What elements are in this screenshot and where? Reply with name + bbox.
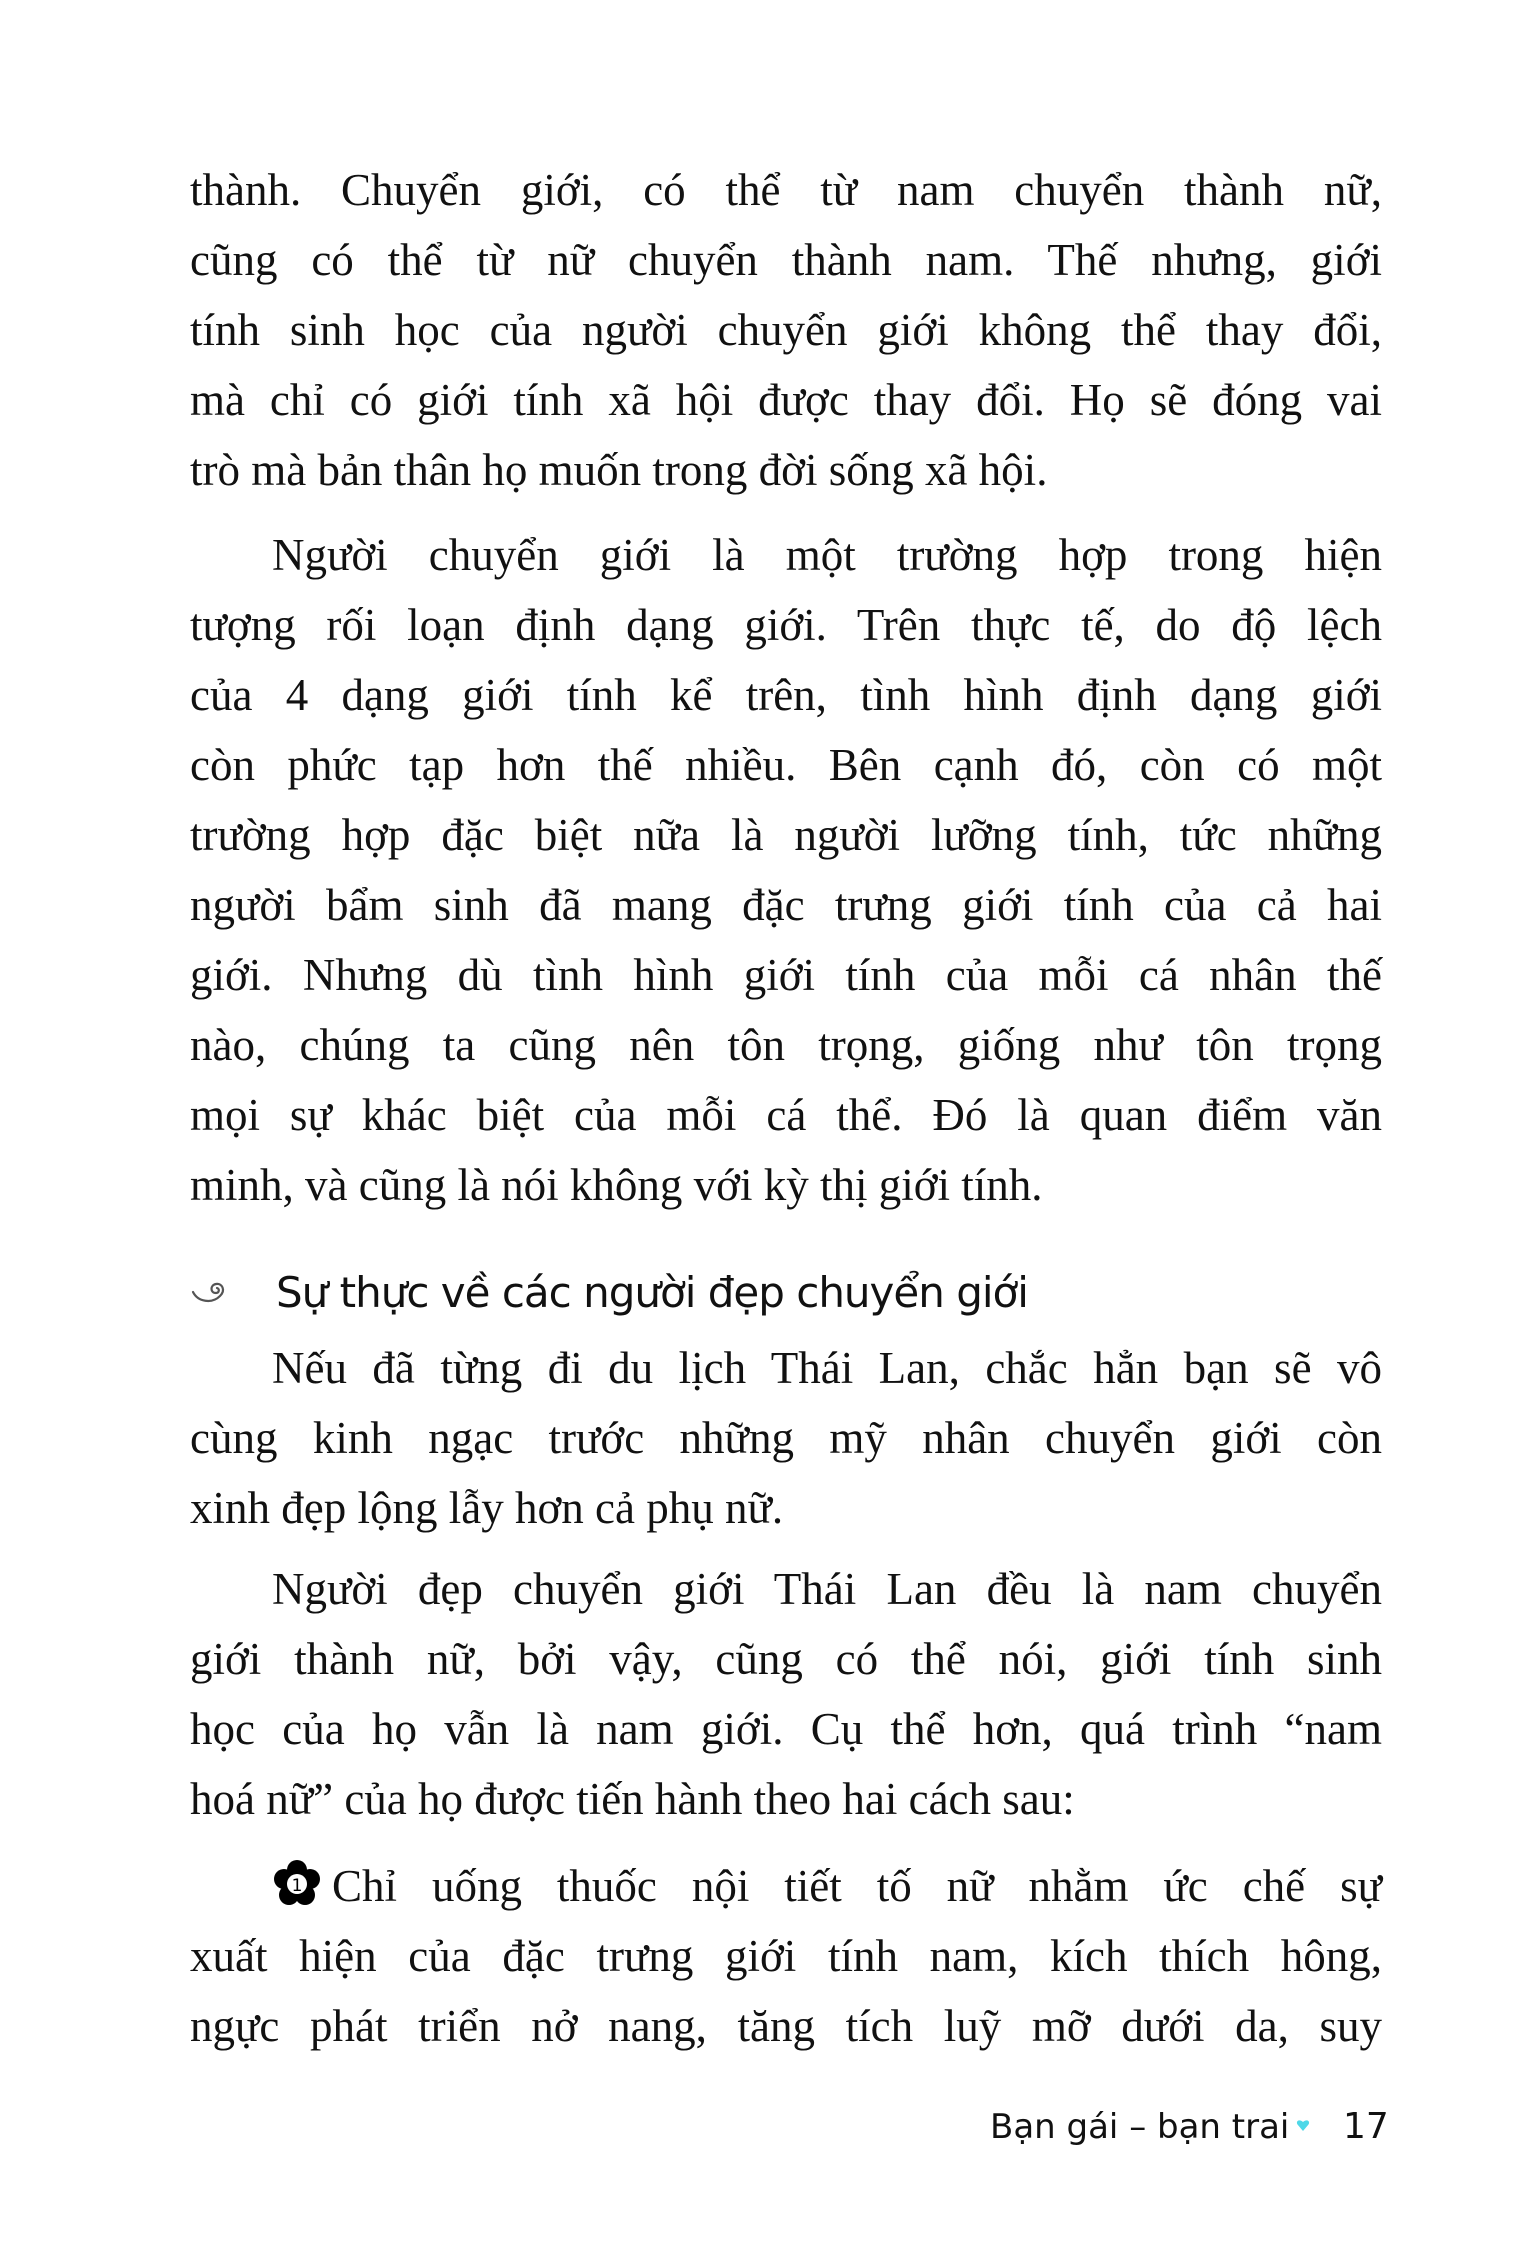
flower-number-icon [272,1859,322,1909]
text-line: ngực phát triển nở nang, tăng tích luỹ mỡ dưới da, suy [190,2001,1382,2051]
section-heading-text: Sự thực về các người đẹp chuyển giới [276,1268,1028,1317]
text-line: cũng có thể từ nữ chuyển thành nam. Thế nhưng, giới [190,235,1382,285]
text-line: Người chuyển giới là một trường hợp trong hiện [272,530,1382,580]
text-line: của 4 dạng giới tính kể trên, tình hình định dạng giới [190,670,1382,720]
paragraph-2 [190,520,1382,1220]
text-line: xinh đẹp lộng lẫy hơn cả phụ nữ. [190,1483,784,1533]
text-line: tính sinh học của người chuyển giới không thể thay đổi, [190,305,1382,355]
running-footer-title: Bạn gái – bạn trai [990,2107,1290,2147]
paragraph-3 [190,1333,1382,1543]
text-line: nào, chúng ta cũng nên tôn trọng, giống như tôn trọng [190,1020,1382,1070]
text-line: giới thành nữ, bởi vậy, cũng có thể nói, giới tính sinh [190,1634,1382,1684]
text-line: Nếu đã từng đi du lịch Thái Lan, chắc hẳn bạn sẽ vô [272,1343,1382,1393]
text-line: hoá nữ” của họ được tiến hành theo hai cách sau: [190,1774,1075,1824]
text-line: tượng rối loạn định dạng giới. Trên thực tế, do độ lệch [190,600,1382,650]
text-line: người bẩm sinh đã mang đặc trưng giới tính của cả hai [190,880,1382,930]
text-line: còn phức tạp hơn thế nhiều. Bên cạnh đó, còn có một [190,740,1382,790]
paragraph-1 [190,155,1382,505]
text-line: mọi sự khác biệt của mỗi cá thể. Đó là quan điểm văn [190,1090,1382,1140]
heart-icon [1296,2118,1310,2132]
swirl-icon [190,1280,230,1306]
list-item-1 [190,1851,1382,2061]
text-line: minh, và cũng là nói không với kỳ thị giới tính. [190,1160,1043,1210]
page-number: 17 [1343,2106,1389,2147]
text-line: học của họ vẫn là nam giới. Cụ thể hơn, quá trình “nam [190,1704,1382,1754]
text-line: xuất hiện của đặc trưng giới tính nam, kích thích hông, [190,1931,1382,1981]
list-item-text: Chỉ uống thuốc nội tiết tố nữ nhằm ức chế sự [332,1861,1382,1911]
paragraph-4 [190,1554,1382,1834]
text-line: mà chỉ có giới tính xã hội được thay đổi. Họ sẽ đóng vai [190,375,1382,425]
list-marker-number: 1 [291,1876,303,1896]
text-line: trường hợp đặc biệt nữa là người lưỡng tính, tức những [190,810,1382,860]
list-item-first-line [190,1851,1382,1921]
text-line: cùng kinh ngạc trước những mỹ nhân chuyển giới còn [190,1413,1382,1463]
text-line: trò mà bản thân họ muốn trong đời sống xã hội. [190,445,1048,495]
text-line: Người đẹp chuyển giới Thái Lan đều là nam chuyển [272,1564,1382,1614]
text-line: giới. Nhưng dù tình hình giới tính của mỗi cá nhân thế [190,950,1382,1000]
text-line: thành. Chuyển giới, có thể từ nam chuyển thành nữ, [190,165,1382,215]
